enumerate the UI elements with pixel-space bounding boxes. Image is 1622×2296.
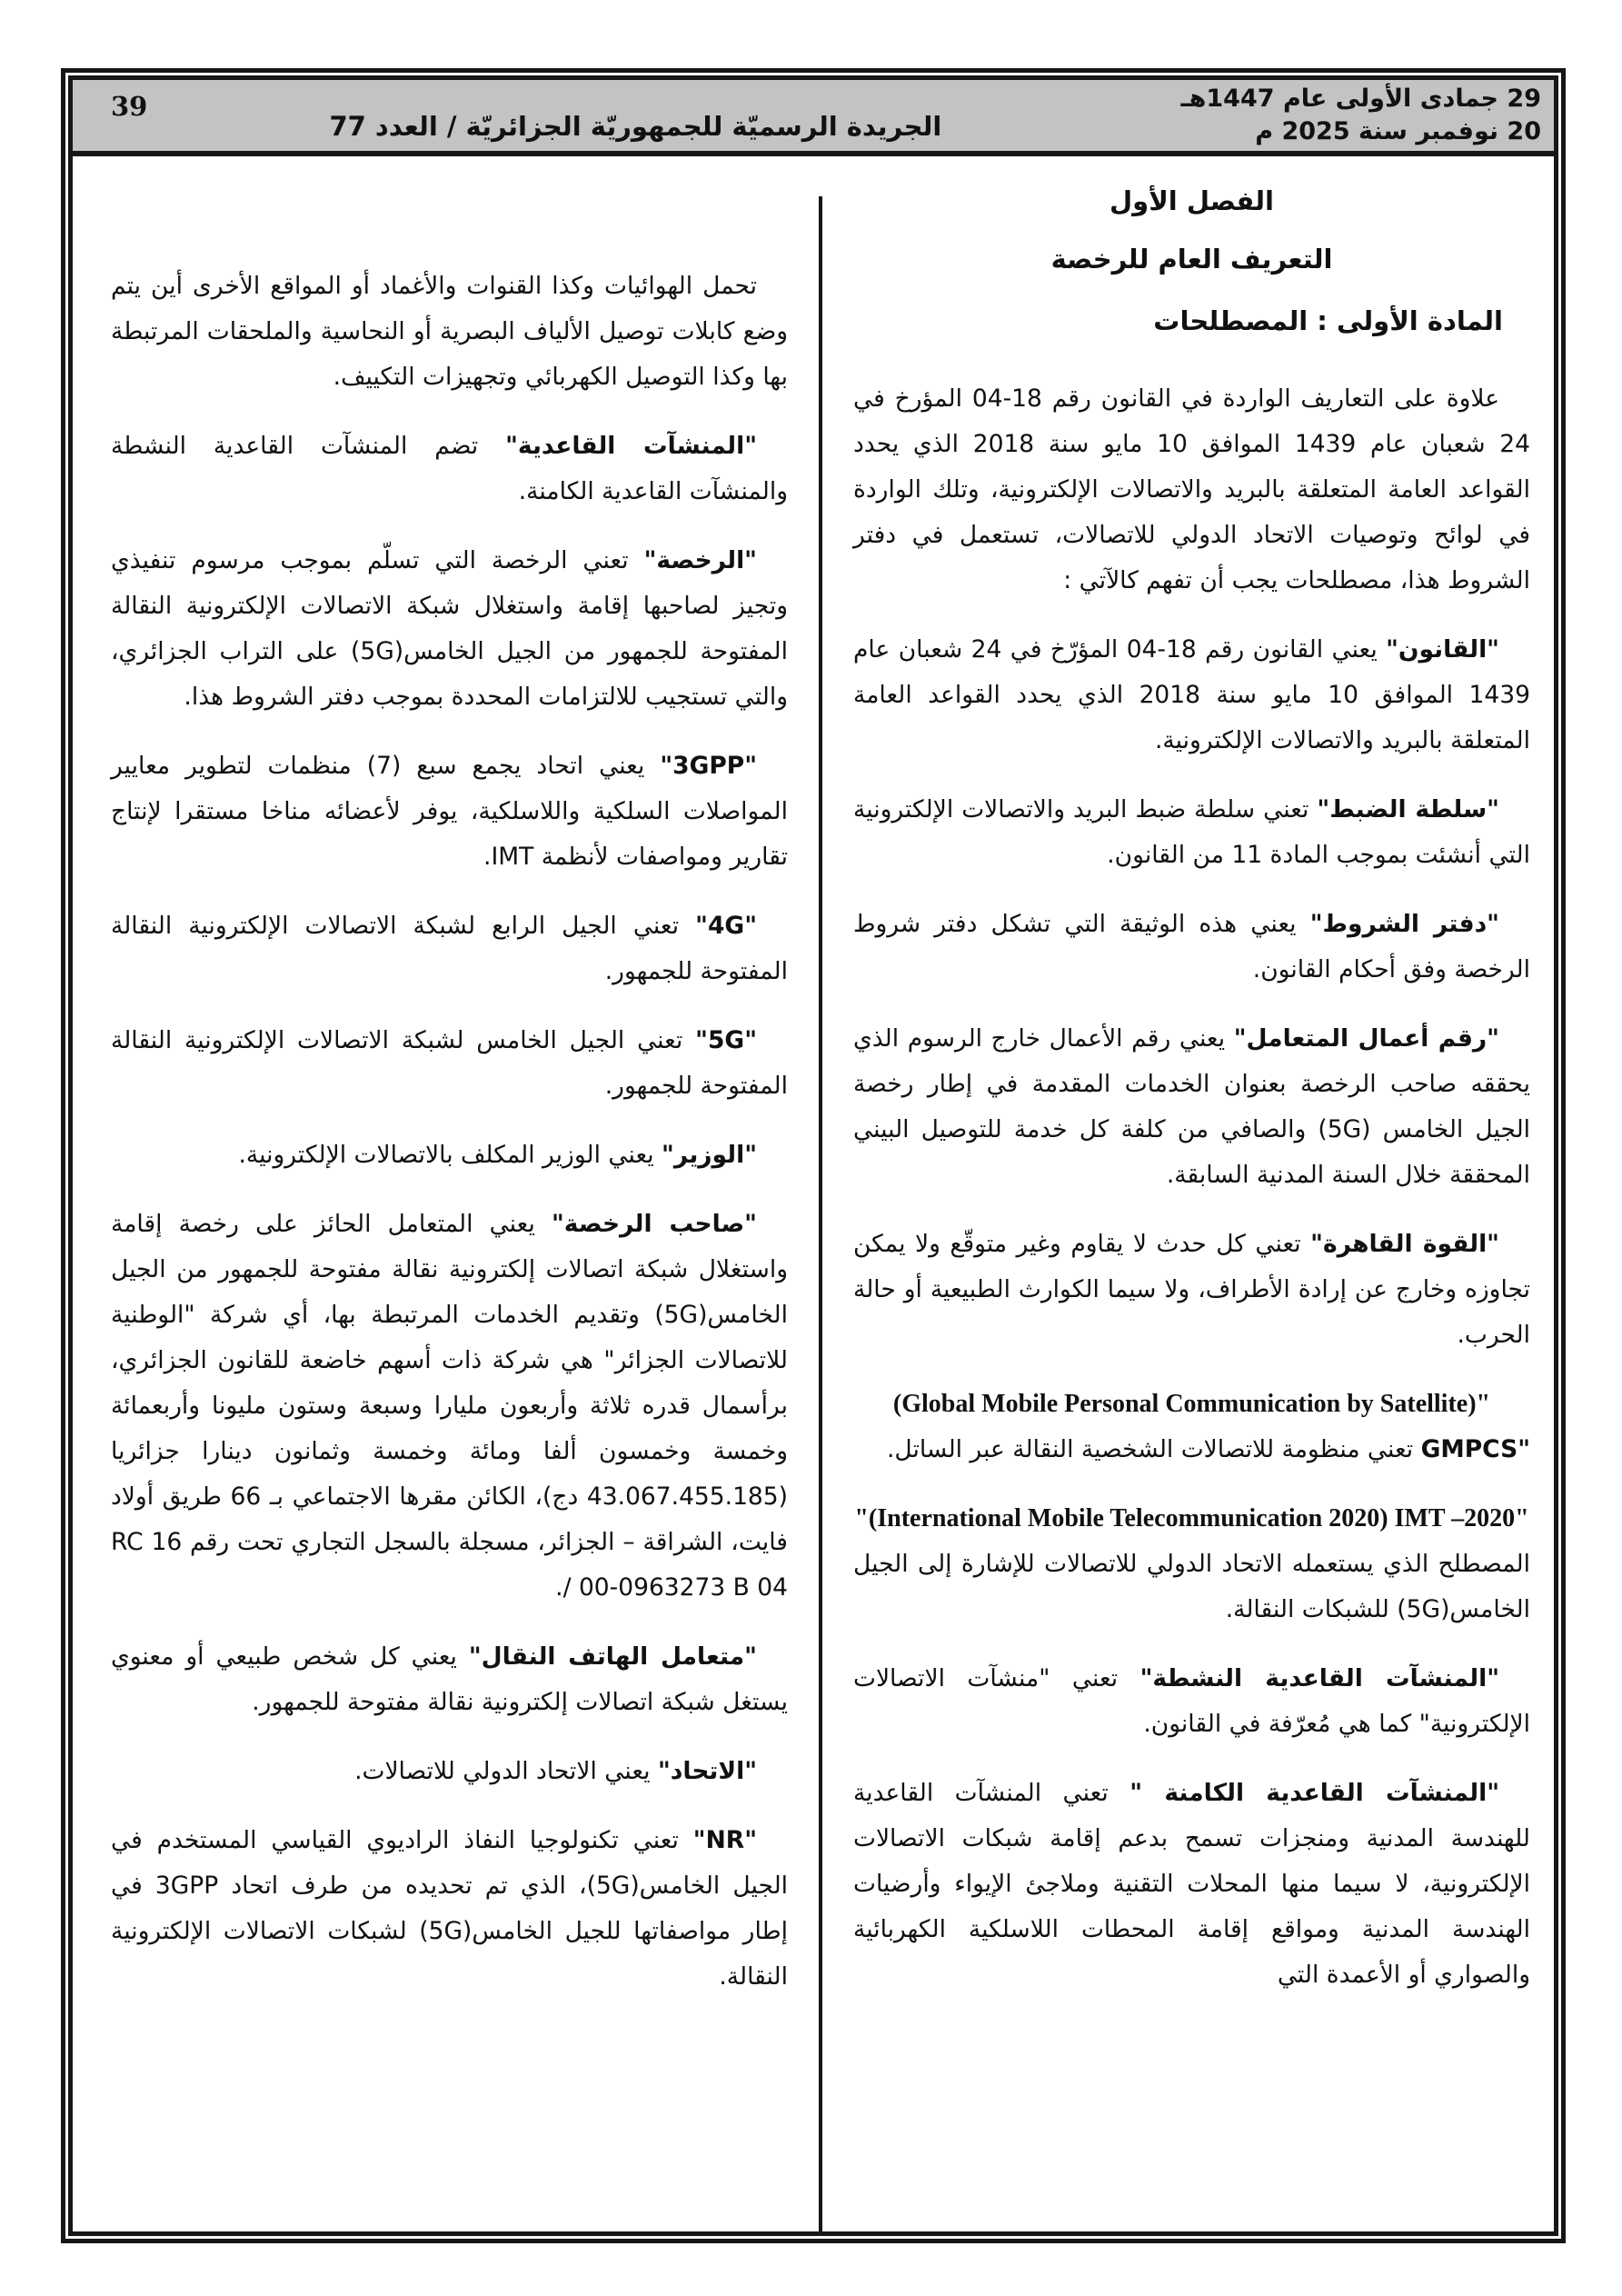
journal-title: الجريدة الرسميّة للجمهوريّة الجزائريّة / العدد 77 xyxy=(329,111,942,142)
left-column-paragraphs xyxy=(111,264,788,2000)
defined-term: "4G" xyxy=(695,912,757,940)
definition-text: تعني كل حدث لا يقاوم وغير متوقّع ولا يمكن تجاوزه وخارج عن إرادة الأطراف، ولا سيما الكوارث الطبيعية أو حالة الحرب. xyxy=(853,1230,1530,1349)
content-columns xyxy=(73,156,1554,2231)
defined-term: "NR" xyxy=(692,1826,757,1854)
definition-text: يعني القانون رقم 18-04 المؤرّخ في 24 شعبان عام 1439 الموافق 10 مايو سنة 2018 الذي يحدد القواعد العامة المتعلقة بالبريد والاتصالات الإلكترونية. xyxy=(853,635,1530,754)
defined-term: "دفتر الشروط" xyxy=(1309,910,1499,938)
defined-term: "الاتحاد" xyxy=(657,1757,757,1785)
defined-term: "رقم أعمال المتعامل" xyxy=(1233,1024,1499,1053)
definition-text: تعني سلطة ضبط البريد والاتصالات الإلكترونية التي أنشئت بموجب المادة 11 من القانون. xyxy=(853,795,1530,869)
issue-dates xyxy=(1180,83,1541,148)
date-gregorian: 20 نوفمبر سنة 2025 م xyxy=(1255,117,1541,145)
definition-text: يعني الاتحاد الدولي للاتصالات. xyxy=(354,1757,658,1785)
definition-text: يعني كل شخص طبيعي أو معنوي يستغل شبكة اتصالات إلكترونية نقالة مفتوحة للجمهور. xyxy=(111,1642,788,1716)
definition-paragraph xyxy=(853,1382,1530,1472)
defined-term: "الرخصة" xyxy=(643,546,757,574)
defined-term: "القوة القاهرة" xyxy=(1310,1230,1499,1258)
definition-text: يعني المتعامل الحائز على رخصة إقامة واستغلال شبكة اتصالات إلكترونية نقالة مفتوحة للجمهور من الجيل الخامس(5G) وتقديم الخدمات المرتبطة بها، أي شركة "الوطنية للاتصالات الجزائر" هي شركة ذات أسهم خاضعة للقانون الجزائري، برأسمال قدره ثلاثة وأربعون مليارا وسبعة وستون مليونا وأربعمائة وخمسة وخمسون ألفا ومائة وخمسة وثمانون دينارا جزائريا (43.067.455.185 دج)، الكائن مقرها الاجتماعي بـ 66 طريق أولاد فايت، الشراقة – الجزائر، مسجلة بالسجل التجاري تحت رقم RC 16 / 00-0963273 B 04. xyxy=(111,1210,788,1602)
definition-paragraph xyxy=(853,376,1530,604)
definition-paragraph xyxy=(853,1771,1530,1998)
definition-text: علاوة على التعاريف الواردة في القانون رقم 18-04 المؤرخ في 24 شعبان عام 1439 الموافق 10 مايو سنة 2018 الذي يحدد القواعد العامة المتعلقة بالبريد والاتصالات الإلكترونية، وتلك الواردة في لوائح وتوصيات الاتحاد الدولي للاتصالات، تستعمل في دفتر الشروط هذا، مصطلحات يجب أن تفهم كالآتي : xyxy=(853,384,1530,594)
defined-term: "القانون" xyxy=(1386,635,1499,664)
date-hijri: 29 جمادى الأولى عام 1447هـ xyxy=(1180,85,1541,113)
definition-paragraph xyxy=(853,1496,1530,1632)
definition-text: تعني الرخصة التي تسلّم بموجب مرسوم تنفيذي وتجيز لصاحبها إقامة واستغلال شبكة الاتصالات الإلكترونية النقالة المفتوحة للجمهور من الجيل الخامس(5G) على التراب الجزائري، والتي تستجيب للالتزامات المحددة بموجب دفتر الشروط هذا. xyxy=(111,546,788,711)
definition-paragraph xyxy=(111,424,788,514)
defined-term: "الوزير" xyxy=(662,1141,757,1169)
chapter-title: الفصل الأول xyxy=(1110,185,1274,216)
defined-term: "المنشآت القاعدية الكامنة " xyxy=(1129,1779,1499,1807)
definition-text: يعني اتحاد يجمع سبع (7) منظمات لتطوير معايير المواصلات السلكية واللاسلكية، يوفر لأعضائه مناخا مستقرا لإنتاج تقارير ومواصفات لأنظمة IMT. xyxy=(111,752,788,871)
right-column-paragraphs xyxy=(853,376,1530,1998)
latin-term-line: (Global Mobile Personal Communication by Satellite)" xyxy=(892,1390,1491,1418)
definition-paragraph xyxy=(853,627,1530,764)
column-left xyxy=(98,162,806,2231)
page-frame-inner xyxy=(68,75,1558,2236)
definition-paragraph xyxy=(853,1222,1530,1358)
defined-term: "GMPCS xyxy=(1420,1435,1530,1463)
definition-text: تعني تكنولوجيا النفاذ الراديوي القياسي المستخدم في الجيل الخامس(5G)، الذي تم تحديده من طرف اتحاد 3GPP في إطار مواصفاتها للجيل الخامس(5G) لشبكات الاتصالات الإلكترونية النقالة. xyxy=(111,1826,789,1991)
definition-paragraph xyxy=(111,1818,788,2000)
definition-text: يعني الوزير المكلف بالاتصالات الإلكترونية. xyxy=(238,1141,662,1169)
definition-text: المصطلح الذي يستعمله الاتحاد الدولي للاتصالات للإشارة إلى الجيل الخامس(5G) للشبكات النقالة. xyxy=(853,1550,1530,1623)
defined-term: "متعامل الهاتف النقال" xyxy=(468,1642,757,1671)
definition-paragraph xyxy=(111,1634,788,1725)
definition-paragraph xyxy=(111,1133,788,1178)
definition-text: تعني الجيل الخامس لشبكة الاتصالات الإلكترونية النقالة المفتوحة للجمهور. xyxy=(111,1026,788,1100)
defined-term: "3GPP" xyxy=(660,752,757,780)
defined-term: "5G" xyxy=(695,1026,757,1054)
definition-text: تضم المنشآت القاعدية النشطة والمنشآت القاعدية الكامنة. xyxy=(111,432,788,505)
page-frame xyxy=(61,68,1566,2243)
definition-paragraph xyxy=(111,1018,788,1109)
column-right xyxy=(835,162,1543,2231)
masthead xyxy=(73,80,1554,156)
defined-term: "المنشآت القاعدية النشطة" xyxy=(1139,1664,1499,1692)
definition-paragraph xyxy=(853,902,1530,993)
definition-paragraph xyxy=(853,1016,1530,1198)
defined-term: "سلطة الضبط" xyxy=(1317,795,1499,824)
definition-text: يعني هذه الوثيقة التي تشكل دفتر شروط الرخصة وفق أحكام القانون. xyxy=(853,910,1530,983)
definition-paragraph xyxy=(111,264,788,400)
definition-paragraph xyxy=(853,787,1530,878)
column-divider xyxy=(819,196,822,2231)
definition-paragraph xyxy=(111,903,788,994)
definition-text: تعني منظومة للاتصالات الشخصية النقالة عبر الساتل. xyxy=(886,1435,1421,1463)
definition-paragraph xyxy=(111,744,788,880)
definition-paragraph xyxy=(111,538,788,720)
definition-paragraph xyxy=(111,1202,788,1611)
page-number: 39 xyxy=(111,91,148,122)
definition-text: تحمل الهوائيات وكذا القنوات والأغماد أو المواقع الأخرى أين يتم وضع كابلات توصيل الألياف البصرية أو النحاسية والملحقات المرتبطة بها وكذا التوصيل الكهربائي وتجهيزات التكييف. xyxy=(111,272,788,391)
definition-text: تعني الجيل الرابع لشبكة الاتصالات الإلكترونية النقالة المفتوحة للجمهور. xyxy=(111,912,788,985)
definition-text: يعني رقم الأعمال خارج الرسوم الذي يحققه صاحب الرخصة بعنوان الخدمات المقدمة في إطار رخصة الجيل الخامس (5G) والصافي من كلفة كل خدمة للتوصيل البيني المحققة خلال السنة المدنية السابقة. xyxy=(853,1024,1531,1189)
article-heading: المادة الأولى : المصطلحات xyxy=(1153,305,1503,336)
defined-term: "صاحب الرخصة" xyxy=(551,1210,757,1238)
chapter-subtitle: التعريف العام للرخصة xyxy=(1050,244,1333,275)
definition-paragraph xyxy=(111,1749,788,1794)
latin-term-line: "(International Mobile Telecommunication 2020) IMT –2020" xyxy=(854,1504,1529,1532)
definition-paragraph xyxy=(853,1656,1530,1747)
definition-text: تعني "منشآت الاتصالات الإلكترونية" كما هي مُعرّفة في القانون. xyxy=(853,1664,1530,1738)
defined-term: "المنشآت القاعدية" xyxy=(505,432,757,460)
definition-text: تعني المنشآت القاعدية للهندسة المدنية ومنجزات تسمح بدعم إقامة شبكات الاتصالات الإلكترونية، لا سيما منها المحلات التقنية وملاجئ الإيواء وأرضيات الهندسة المدنية ومواقع إقامة المحطات اللاسلكية الكهربائية والصواري أو الأعمدة التي xyxy=(853,1779,1530,1989)
